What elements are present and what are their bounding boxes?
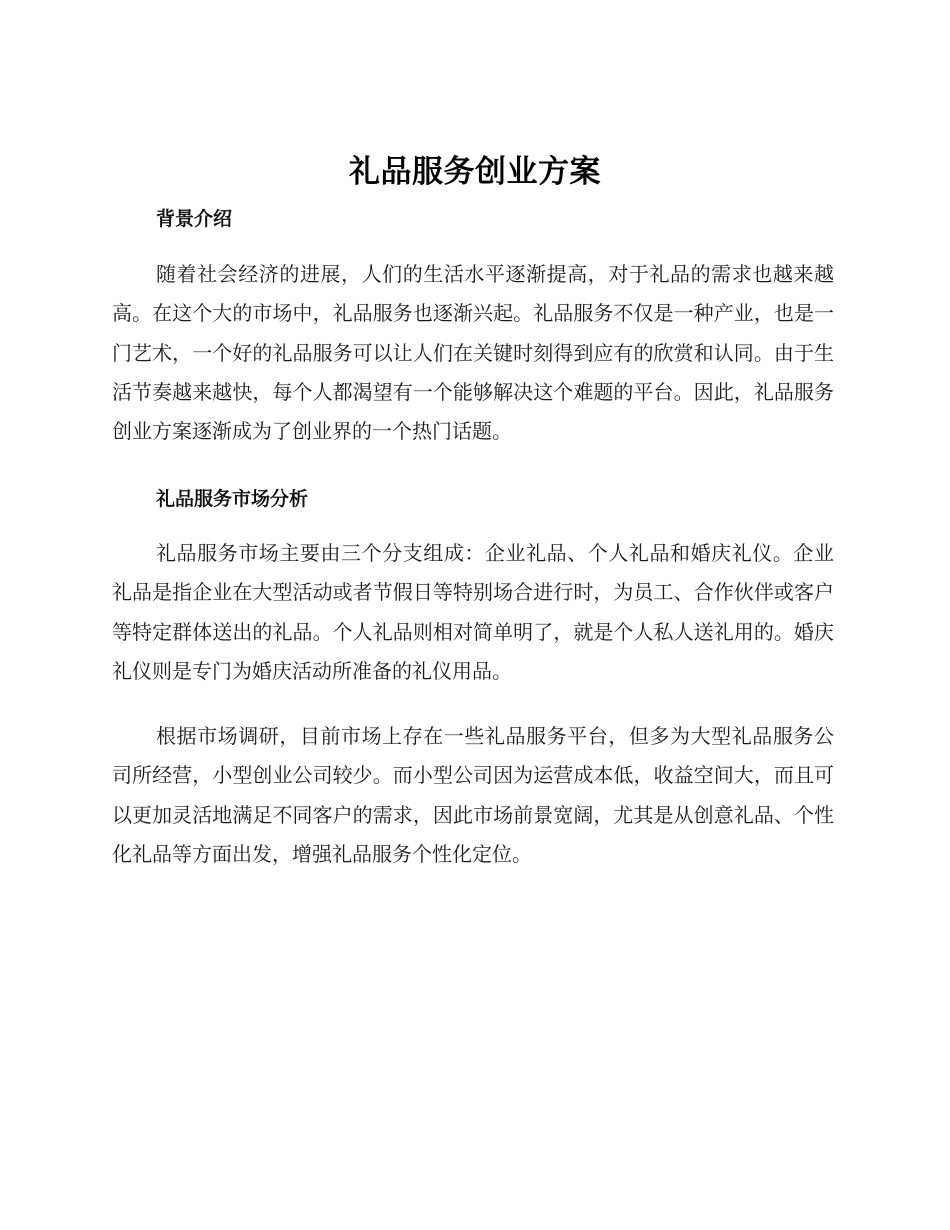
- paragraph-background: 随着社会经济的进展，人们的生活水平逐渐提高，对于礼品的需求也越来越高。在这个大的市场中，礼品服务也逐渐兴起。礼品服务不仅是一种产业，也是一门艺术，一个好的礼品服务可以让人们在关键时刻得到应有的欣赏和认同。由于生活节奏越来越快，每个人都渴望有一个能够解决这个难题的平台。因此，礼品服务创业方案逐渐成为了创业界的一个热门话题。: [112, 262, 834, 444]
- paragraph-market-research: 根据市场调研，目前市场上存在一些礼品服务平台，但多为大型礼品服务公司所经营，小型创业公司较少。而小型公司因为运营成本低，收益空间大，而且可以更加灵活地满足不同客户的需求，因此市场前景宽阔，尤其是从创意礼品、个性化礼品等方面出发，增强礼品服务个性化定位。: [112, 724, 834, 866]
- section-heading-background: 背景介绍: [156, 208, 233, 230]
- section-heading-market-analysis: 礼品服务市场分析: [156, 488, 309, 510]
- document-title: 礼品服务创业方案: [349, 154, 601, 190]
- paragraph-market-branches: 礼品服务市场主要由三个分支组成：企业礼品、个人礼品和婚庆礼仪。企业礼品是指企业在大型活动或者节假日等特别场合进行时，为员工、合作伙伴或客户等特定群体送出的礼品。个人礼品则相对简单明了，就是个人私人送礼用的。婚庆礼仪则是专门为婚庆活动所准备的礼仪用品。: [112, 541, 834, 683]
